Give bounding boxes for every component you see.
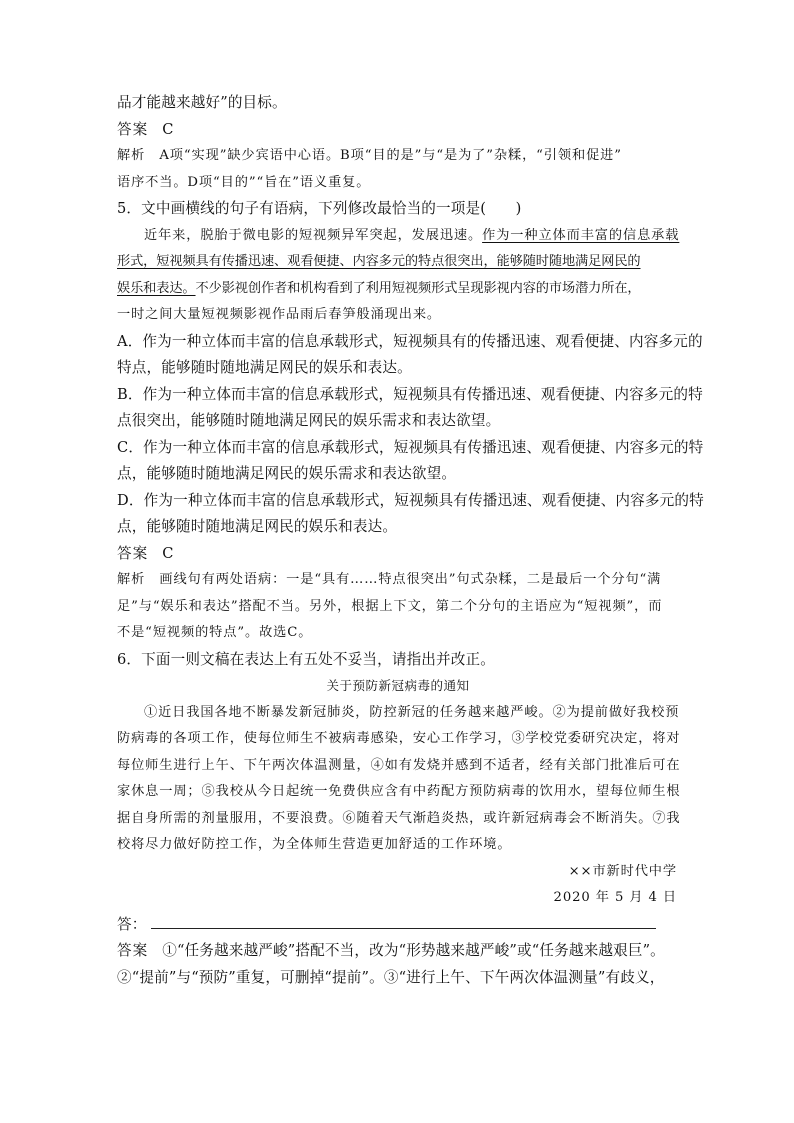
analysis-text: 画线句有两处语病：一是“具有……特点很突出”句式杂糅，二是最后一个分句“满 <box>159 572 662 587</box>
answer-text: ①“任务越来越严峻”搭配不当，改为“形势越来越严峻”或“任务越来越艰巨”。 <box>162 942 665 959</box>
option-b-line-1: B．作为一种立体而丰富的信息承载形式，短视频具有传播迅速、观看便捷、内容多元的特 <box>117 385 703 403</box>
answer-value: C <box>162 544 174 562</box>
notice-line-6: 校将尽力做好防控工作，为全体师生营造更加舒适的工作环境。 <box>117 837 512 852</box>
answer-label: 答案 <box>117 942 149 959</box>
q5-analysis-line-2: 足”与“娱乐和表达”搭配不当。另外，根据上下文，第二个分句的主语应为“短视频”，而 <box>117 598 663 614</box>
option-c-line-2: 点，能够随时随地满足网民的娱乐需求和表达欲望。 <box>117 465 457 482</box>
notice-date: 2020 年 5 月 4 日 <box>553 890 677 905</box>
q5-analysis-line-3: 不是“短视频的特点”。故选C。 <box>117 625 313 640</box>
underlined-sentence: 形式，短视频具有传播迅速、观看便捷、内容多元的特点很突出，能够随时随地满足网民的 <box>117 254 641 269</box>
notice-body <box>117 700 679 859</box>
option-b-line-2: 点很突出，能够随时随地满足网民的娱乐需求和表达欲望。 <box>117 412 501 429</box>
passage-line-4: 一时之间大量短视频影视作品雨后春笋般涌现出来。 <box>117 307 442 322</box>
passage-text: 不少影视创作者和机构看到了利用短视频形式呈现影视内容的市场潜力所在， <box>195 280 641 296</box>
q6-answer-line-2: ②“提前”与“预防”重复，可删掉“提前”。③“进行上午、下午两次体温测量”有歧义， <box>117 968 665 986</box>
answer-prompt: 答： <box>117 915 147 933</box>
answer-blank-line <box>117 912 679 939</box>
option-a-line-2: 特点，能够随时随地满足网民的娱乐和表达。 <box>117 359 412 376</box>
analysis-text: A项“实现”缺少宾语中心语。B项“目的是”与“是为了”杂糅，“引领和促进” <box>159 148 622 163</box>
notice-line-4: 家休息一周；⑤我校从今日起统一免费供应含有中药配方预防病毒的饮用水，望每位师生根 <box>117 784 681 799</box>
q5-analysis-line-1 <box>117 567 679 594</box>
q4-analysis-line-1 <box>117 143 679 170</box>
passage-line-1 <box>117 223 679 250</box>
q6-answer-line-1 <box>117 938 679 965</box>
q5-stem: 5．文中画横线的句子有语病，下列修改最恰当的一项是( ) <box>117 200 522 217</box>
underlined-sentence: 娱乐和表达。 <box>117 280 196 296</box>
option-c-line-1: C．作为一种立体而丰富的信息承载形式，短视频具有传播迅速、观看便捷、内容多元的特 <box>117 438 704 456</box>
passage-text: 近年来，脱胎于微电影的短视频异军突起，发展迅速。 <box>144 227 483 243</box>
answer-label: 答案 <box>117 544 149 562</box>
q5-answer <box>117 541 679 568</box>
q5-passage <box>117 223 679 329</box>
notice-line-1: ①近日我国各地不断暴发新冠肺炎，防控新冠的任务越来越严峻。②为提前做好我校预 <box>144 704 680 720</box>
passage-line-3 <box>117 276 679 303</box>
answer-label: 答案 <box>117 120 149 138</box>
analysis-label: 解析 <box>117 148 146 163</box>
notice-line-2: 防病毒的各项工作，使每位师生不被病毒感染，安心工作学习，③学校党委研究决定，将对 <box>117 731 681 746</box>
q4-analysis-line-2: 语序不当。D项“目的”“旨在”语义重复。 <box>117 174 371 190</box>
q6-stem: 6．下面一则文稿在表达上有五处不妥当，请指出并改正。 <box>117 650 496 668</box>
notice-title: 关于预防新冠病毒的通知 <box>326 678 470 693</box>
option-d-line-1: D．作为一种立体而丰富的信息承载形式，短视频具有传播迅速、观看便捷、内容多元的特 <box>117 491 704 509</box>
passage-line-2 <box>117 249 679 276</box>
notice-line-3: 每位师生进行上午、下午两次体温测量，④如有发烧并感到不适者，经有关部门批准后可在 <box>117 757 681 773</box>
option-d-line-2: 点，能够随时随地满足网民的娱乐和表达。 <box>117 518 398 535</box>
answer-value: C <box>162 120 174 138</box>
notice-signature: ××市新时代中学 <box>568 863 677 879</box>
q4-answer <box>117 117 679 144</box>
option-a-line-1: A．作为一种立体而丰富的信息承载形式，短视频具有的传播迅速、观看便捷、内容多元的 <box>117 332 703 350</box>
analysis-label: 解析 <box>117 572 146 587</box>
answer-blank[interactable] <box>151 912 656 929</box>
notice-line-5: 据自身所需的剂量服用，不要浪费。⑥随着天气渐趋炎热，或许新冠病毒会不断消失。⑦我 <box>117 810 681 826</box>
continued-line: 品才能越来越好”的目标。 <box>117 94 287 111</box>
underlined-sentence: 作为一种立体而丰富的信息承载 <box>482 227 680 243</box>
document-page <box>117 90 704 991</box>
